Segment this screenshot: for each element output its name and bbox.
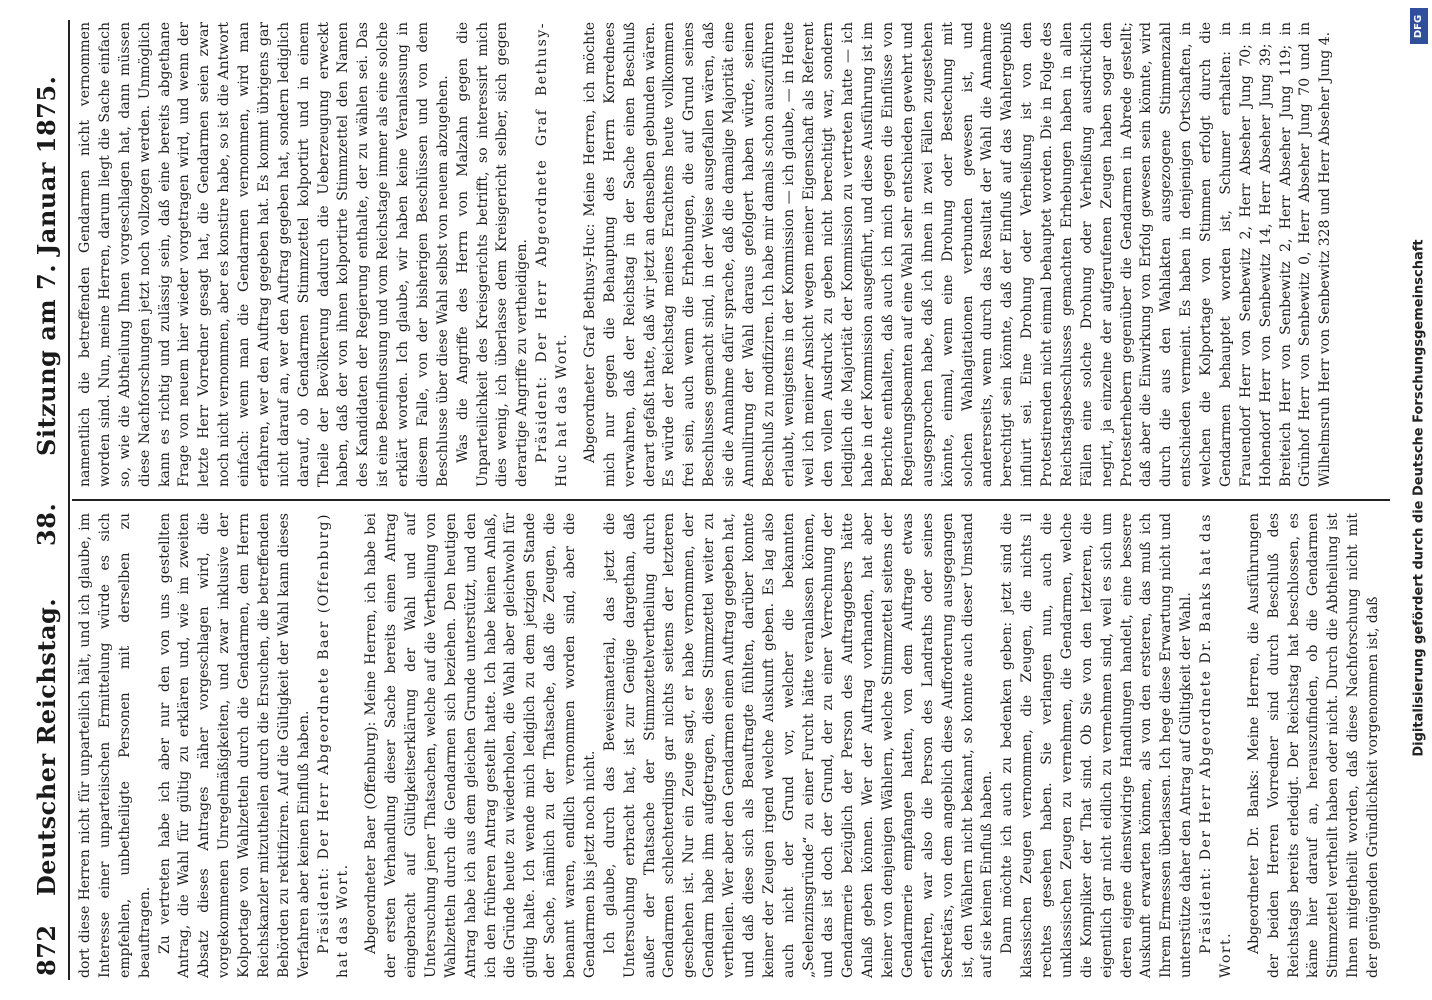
- dfg-logo: DFG: [1410, 8, 1428, 44]
- column-separator: [72, 499, 1390, 501]
- left-column: [76, 513, 1384, 978]
- speaker-line: Präsident: Der Herr Abgeordnete Graf Bethusy-Huc hat das Wort.: [534, 22, 570, 487]
- paragraph: Abgeordneter Dr. Banks: Meine Herren, die Ausführungen der beiden Herren Vorredner sind durch Beschluß des Reichstags bereits erledigt. Der Reichstag hat beschlossen, es käme hier darauf an, herauszufinden, ob die Gendarmen Stimmzettel vertheilt haben oder nicht. Durch die Abtheilung ist Ihnen mitgetheilt worden, daß diese Nachforschung nicht mit der genügenden Gründlichkeit vorgenommen ist, daß: [1245, 513, 1381, 978]
- paragraph: Zu vertreten habe ich aber nur den von uns gestellten Antrag, die Wahl für gültig zu erklären und, wie im zweiten Absatz dieses Antrages näher vorgeschlagen wird, die vorgekommenen Unregelmäßigkeiten, und zwar inklusive der Kolportage von Wahlzetteln durch die Gendarmen, dem Herrn Reichskanzler mitzutheilen durch die Ersuchen, die betreffenden Behörden zu rektifiziren. Auf die Gültigkeit der Wahl kann dieses Verfahren aber keinen Einfluß haben.: [156, 513, 312, 978]
- digitization-credit: Digitalisierung gefördert durch die Deutsche Forschungsgemeinschaft: [1411, 239, 1427, 757]
- paragraph: Was die Angriffe des Herrn von Malzahn gegen die Unparteilichkeit des Kreisgerichts betrifft, so interessirt mich dies wenig, ich überlasse dem Kreisgericht selber, sich gegen derartige Angriffe zu vertheidigen.: [454, 22, 531, 487]
- page-header: [28, 24, 68, 976]
- paragraph: Dann möchte ich auch zu bedenken geben: jetzt sind die klassischen Zeugen vernommen, die Zeugen, die nichts il rechtes gesehen haben. Sie verlangen nun, auch die unklassischen Zeugen zu vernehmen, die Gendarmen, welche die Kompliker der That sind. Ob Sie von den letzteren, die eigentlich gar nicht eidlich zu vernehmen sind, weil es sich um deren eigene dienstwidrige Handlungen handelt, eine bessere Auskunft erwarten können, als von den ersteren, das muß ich Ihrem Ermessen überlassen. Ich hege diese Erwartung nicht und unterstütze daher den Antrag auf Gültigkeit der Wahl.: [999, 513, 1195, 978]
- speaker-line: Präsident: Der Herr Abgeordnete Baer (Offenburg) hat das Wort.: [315, 513, 352, 978]
- page-number: 872: [32, 924, 61, 976]
- paragraph: Abgeordneter Graf Bethusy-Huc: Meine Herren, ich möchte mich nur gegen die Behauptung des Herrn Korrednees verwahren, daß der Reichstag in der Sache einen Beschluß derart gefaßt hatte, daß wir jetzt an denselben gebunden wären. Es würde der Reichstag meines Erachtens heute vollkommen frei sein, auch wenn die Erhebungen, die auf Grund seines Beschlusses gemacht sind, in der Weise ausgefallen wären, daß sie die Annahme dafür sprache, daß die damalige Majorität eine Annullirung der Wahl daraus gefolgert haben würde, seinen Beschluß zu modifiziren. Ich habe mir damals schon auszuführen erlaubt, wenigstens in der Kommission — ich glaube, — in Heute weil ich meiner Ansicht wegen meiner Eigenschaft als Referent den vollen Ausdruck zu geben nicht berechtigt war, sondern lediglich die Majorität der Kommission zu vertreten hatte — ich habe in der Kommission ausgeführt, und diese Ausführung ist im Berichte enthalten, daß auch ich mich gegen die Einflüsse von Regierungsbeamten auf eine Wahl sehr entschieden gewehrt und ausgesprochen habe, daß ich ihnen in zwei Fällen zugestehen könnte, einmal, wenn eine Drohung oder Bestechung mit solchen Wahlagitationen verbunden gewesen ist, und andererseits, wenn durch das Resultat der Wahl die Annahme berechtigt sein könnte, daß der Einfluß auf das Wahlergebniß influirt sei. Eine Drohung oder Verheißung ist von den Protestirenden nicht einmal behauptet worden. Die in Folge des Reichstagsbeschlusses gemachten Erhebungen haben in allen Fällen eine solche Drohung oder Verheißung ausdrücklich negirt, ja einzelne der aufgerufenen Zeugen haben sogar den Protesterhebern gegenüber die Gendarmen in Abrede gestellt; daß aber die Einwirkung von Erfolg gewesen sein könnte, wird durch die aus den Wahlakten ausgezogene Stimmenzahl entschieden vermeint. Es haben in denjenigen Ortschaften, in welchen die Kolportage von Stimmen erfolgt durch die Gendarmen behauptet worden ist, Schumer erhalten: in Frauendorf Herr von Senbewitz 2, Herr Abseher Jung 70; in Hohendorf Herr von Senbewitz 14, Herr Abseher Jung 39; in Breiteich Herr von Senbewitz 2, Herr Abseher Jung 119; in Grünhof Herr von Senbewitz 0, Herr Abseher Jung 70 und in Wilhelmsruh Herr von Senbewitz 328 und Herr Abseher Jung 4.: [581, 21, 1334, 487]
- right-column: [76, 22, 1336, 487]
- session-number: 38.: [32, 502, 61, 546]
- speaker-line: Präsident: Der Herr Abgeordnete Dr. Banks hat das Wort.: [1198, 513, 1234, 978]
- paragraph: Abgeordneter Baer (Offenburg): Meine Herren, ich habe bei der ersten Verhandlung dieser Sache bereits einen Antrag eingebracht auf Gültigkeitserklärung der Wahl und auf Untersuchung jener Thatsachen, welche auf die Vertheilung von Wahlzetteln durch die Gendarmen sich beziehen. Den heutigen Antrag habe ich aus dem gleichen Grunde unterstützt, und den ich den früheren Antrag gestellt hatte. Ich habe keinen Anlaß, die Gründe heute zu wiederholen, die Wahl aber gleichwohl für gültig halte. Ich wende mich lediglich zu dem jetzigen Stande der Sache, nämlich zu der Thatsache, daß die Zeugen, die benannt waren, endlich vernommen worden sind, aber die Gendarmen bis jetzt noch nicht.: [363, 513, 598, 978]
- paragraph: Ich glaube, durch das Beweismaterial, das jetzt die Untersuchung erbracht hat, ist zur Genüge dargethan, daß außer der Thatsache der Stimmzettelvertheilung durch Gendarmen schlechterdings gar nichts seitens der letzteren geschehen ist. Nur ein Zeuge sagt, er habe vernommen, der Gendarm habe ihm aufgetragen, diese Stimmzettel weiter zu vertheilen. Wer aber den Gendarmen einen Auftrag gegeben hat, und daß diese sich als Beauftragte fühlten, darüber konnte keiner der Zeugen irgend welche Auskunft geben. Es lag also auch nicht der Grund vor, welcher die bekannten „Seelenzinsgründe“ zu einer Furcht hätte veranlassen können, und das ist doch der Grund, der zu einer Verrechnung der Gendarmerie bezüglich der Person des Auftraggebers hätte Anlaß geben können. Wer der Auftrag vorhanden, hat aber keiner von denjenigen Wählern, welche Stimmzettel seitens der Gendarmerie empfangen hatten, von dem Auftrage etwas erfahren, war also die Person des Landraths oder seines Sekretärs, von dem angeblich diese Aufforderung ausgegangen ist, den Wählern nicht bekannt, so konnte auch dieser Umstand auf sie keinen Einfluß haben.: [601, 513, 996, 978]
- paragraph: namentlich die betreffenden Gendarmen nicht vernommen worden sind. Nun, meine Herren, darum liegt die Sache einfach so, wie die Abtheilung Ihnen vorgeschlagen hat, dann müssen diese Nachforschungen jetzt noch vollzogen werden. Unmöglich kann es richtig und zulässig sein, daß eine bereits abgethane Frage von neuem hier wieder vorgetragen wird, und wenn der letzte Herr Vorredner gesagt hat, die Gendarmen seien zwar noch nicht vernommen, aber es konstire habe, so ist die Antwort einfach: wenn man die Gendarmen vernommen, wird man erfahren, wer den Auftrag gegeben hat. Es kommt übrigens gar nicht darauf an, wer den Auftrag gegeben hat, sondern lediglich darauf, ob Gendarmen Stimmzettel kolportirt und in einem Theile der Bevölkerung dadurch die Ueberzeugung erweckt haben, daß der von ihnen kolportirte Stimmzettel den Namen des Kandidaten der Regierung enthalte, der zu wählen sei. Das ist eine Beeinflussung und vom Reichstage immer als eine solche erklärt worden. Ich glaube, wir haben keine Veranlassung in diesem Falle, von der bisherigen Beschlüssen und von dem Beschlusse über diese Wahl selbst von neuem abzugehen.: [77, 22, 451, 487]
- header-rule: [68, 20, 70, 980]
- digitization-sidebar: [1408, 8, 1430, 993]
- scanned-page: [20, 10, 1410, 990]
- paragraph: dort diese Herren nicht für unparteilich hält, und ich glaube, im Interesse einer unparteiischen Ermittelung würde es sich empfehlen, unbetheiligte Personen mit derselben zu beauftragen.: [77, 513, 153, 978]
- session-date: Sitzung am 7. Januar 1875.: [32, 75, 61, 456]
- publication-title: Deutscher Reichstag.: [32, 597, 61, 896]
